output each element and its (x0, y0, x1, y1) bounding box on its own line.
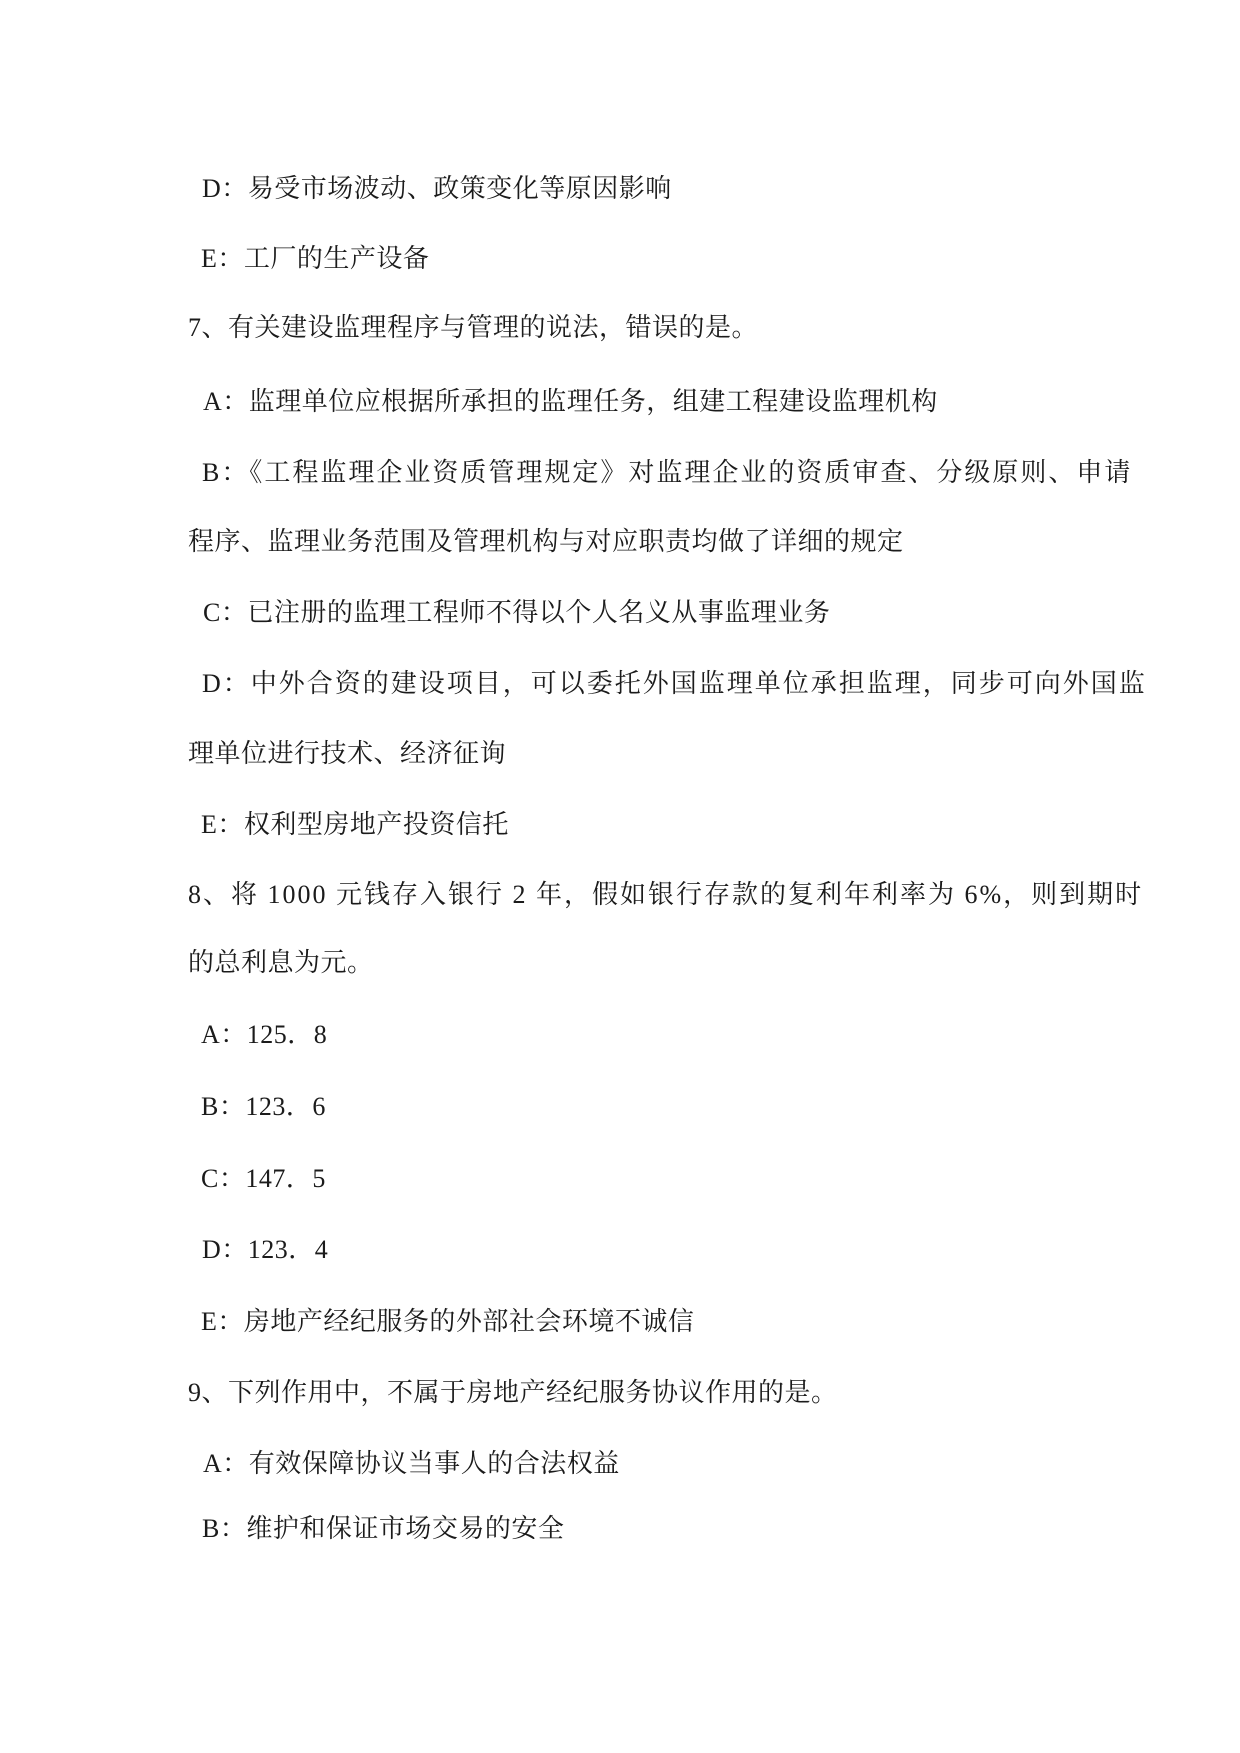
option-line: D：123．4 (202, 1235, 329, 1264)
question-line: 9、下列作用中，不属于房地产经纪服务协议作用的是。 (188, 1378, 838, 1407)
option-line: D：中外合资的建设项目，可以委托外国监理单位承担监理，同步可向外国监 (202, 669, 1147, 698)
question-line: 8、将 1000 元钱存入银行 2 年，假如银行存款的复利年利率为 6%，则到期时 (188, 880, 1144, 909)
option-line: B：维护和保证市场交易的安全 (202, 1514, 565, 1543)
option-line: E：工厂的生产设备 (201, 244, 430, 273)
option-line: B：123．6 (201, 1092, 326, 1121)
option-line: C：已注册的监理工程师不得以个人名义从事监理业务 (203, 598, 831, 627)
continuation-line: 的总利息为元。 (188, 948, 374, 977)
continuation-line: 理单位进行技术、经济征询 (188, 739, 507, 768)
question-line: 7、有关建设监理程序与管理的说法，错误的是。 (188, 313, 759, 342)
option-line: A：有效保障协议当事人的合法权益 (203, 1449, 620, 1478)
option-line: D：易受市场波动、政策变化等原因影响 (202, 174, 672, 203)
option-line: A：125．8 (201, 1020, 328, 1049)
option-line: A：监理单位应根据所承担的监理任务，组建工程建设监理机构 (203, 387, 938, 416)
option-line: E：房地产经纪服务的外部社会环境不诚信 (201, 1307, 695, 1336)
option-line: B：《工程监理企业资质管理规定》对监理企业的资质审查、分级原则、申请 (202, 458, 1133, 487)
option-line: E：权利型房地产投资信托 (201, 810, 509, 839)
continuation-line: 程序、监理业务范围及管理机构与对应职责均做了详细的规定 (188, 527, 904, 556)
option-line: C：147．5 (201, 1164, 326, 1193)
